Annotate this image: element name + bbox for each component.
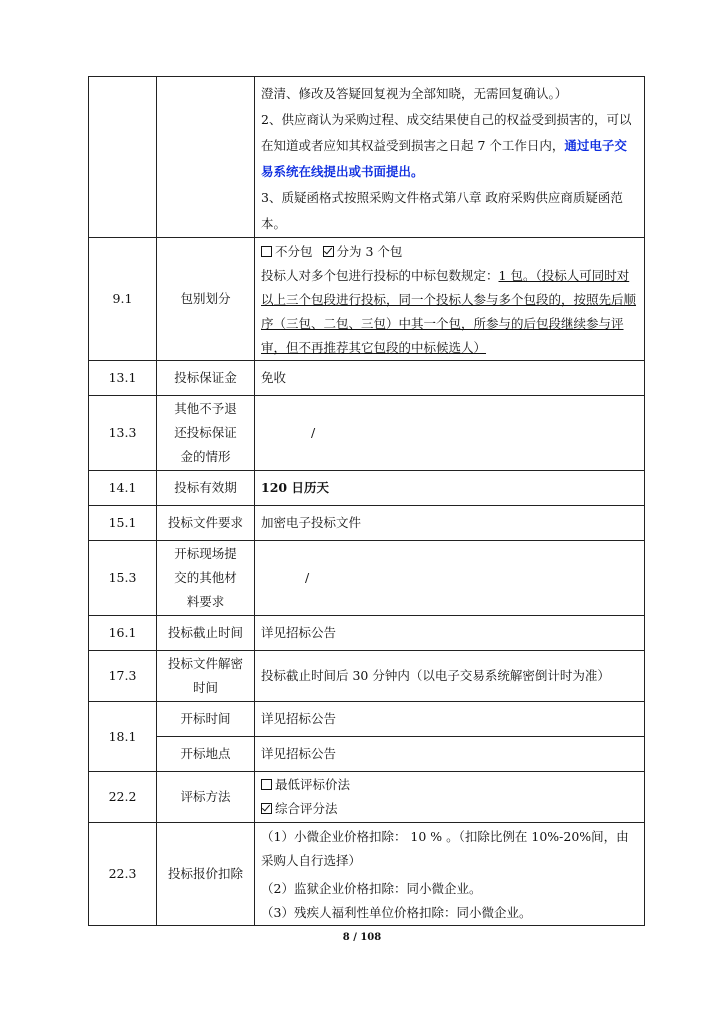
- row-name: 包别划分: [157, 238, 255, 361]
- row-value: 详见招标公告: [255, 616, 645, 651]
- row-name-opening-time: 开标时间: [157, 702, 255, 737]
- option-comprehensive: 综合评分法: [275, 801, 338, 816]
- option-three-lots: 分为 3 个包: [336, 244, 403, 259]
- row-name: 投标文件解密时间: [157, 651, 255, 702]
- table-row-15-3: [89, 541, 645, 616]
- table-row-13-3: [89, 396, 645, 471]
- table-row-17-3: [89, 651, 645, 702]
- row-name: 投标报价扣除: [157, 823, 255, 926]
- price-deduction-content: [255, 823, 645, 926]
- row-value: 120 日历天: [255, 471, 645, 506]
- row-value: /: [305, 570, 310, 585]
- row-number: 14.1: [89, 471, 157, 506]
- row-name: 评标方法: [157, 772, 255, 823]
- row-name: 投标文件要求: [157, 506, 255, 541]
- row-number-cell: [89, 77, 157, 238]
- checkbox-no-lots-icon: [261, 246, 272, 257]
- clarification-line-1: 澄清、修改及答疑回复视为全部知晓，无需回复确认。）: [261, 86, 568, 101]
- clarification-content: [255, 77, 645, 238]
- table-row-22-3: [89, 823, 645, 926]
- row-name: 其他不予退还投标保证金的情形: [157, 396, 255, 471]
- row-number: 13.1: [89, 361, 157, 396]
- row-value: /: [311, 425, 316, 440]
- complaint-method-highlight: 通过电子交易系统在线提出或书面提出。: [261, 138, 627, 179]
- row-number: 13.3: [89, 396, 157, 471]
- row-name-cell: [157, 77, 255, 238]
- table-row-22-2: [89, 772, 645, 823]
- row-name-opening-place: 开标地点: [157, 737, 255, 772]
- row-number: 9.1: [89, 238, 157, 361]
- row-value-opening-time: 详见招标公告: [255, 702, 645, 737]
- row-name: 开标现场提交的其他材料要求: [157, 541, 255, 616]
- table-row-clarification: [89, 77, 645, 238]
- deduction-line-2: （2）监狱企业价格扣除：同小微企业。: [261, 881, 482, 896]
- lot-options: [261, 240, 638, 264]
- row-value-opening-place: 详见招标公告: [255, 737, 645, 772]
- option-lowest-price: 最低评标价法: [275, 777, 351, 792]
- row-name: 投标截止时间: [157, 616, 255, 651]
- row-value: 免收: [255, 361, 645, 396]
- lot-rule-underlined: 1 包。（投标人可同时对以上三个包段进行投标，同一个投标人参与多个包段的，按照先后顺序（三包、二包、三包）中其一个包，所参与的后包段继续参与评审，但不再推荐其它包段的中标候选人）: [261, 268, 637, 355]
- checkbox-lots-checked-icon: [323, 246, 334, 257]
- table-row-14-1: [89, 471, 645, 506]
- row-number: 15.1: [89, 506, 157, 541]
- table-row-18-1-a: [89, 702, 645, 737]
- lot-division-content: [255, 238, 645, 361]
- deduction-line-1: （1）小微企业价格扣除： 10 % 。（扣除比例在 10%-20%间，由采购人自行选择）: [261, 829, 629, 868]
- row-number: 22.2: [89, 772, 157, 823]
- row-name: 投标保证金: [157, 361, 255, 396]
- table-row-18-1-b: [89, 737, 645, 772]
- table-row-16-1: [89, 616, 645, 651]
- row-value: 加密电子投标文件: [255, 506, 645, 541]
- complaint-template-paragraph: 3、质疑函格式按照采购文件格式第八章 政府采购供应商质疑函范本。: [261, 190, 623, 231]
- lot-rule-prefix: 投标人对多个包进行投标的中标包数规定：: [261, 268, 499, 283]
- row-name: 投标有效期: [157, 471, 255, 506]
- row-number: 18.1: [89, 702, 157, 772]
- evaluation-options: [255, 772, 645, 823]
- row-number: 15.3: [89, 541, 157, 616]
- page-number: 8 / 108: [342, 932, 382, 943]
- bid-data-table: [88, 76, 645, 926]
- table-row-13-1: [89, 361, 645, 396]
- option-no-lots: 不分包: [275, 244, 313, 259]
- lot-rule-text: [261, 264, 638, 360]
- checkbox-comprehensive-checked-icon: [261, 803, 272, 814]
- complaint-rule-text: 2、供应商认为采购过程、成交结果使自己的权益受到损害的，可以在知道或者应知其权益受到损害之日起 7 个工作日内，: [261, 112, 632, 153]
- row-number: 16.1: [89, 616, 157, 651]
- row-number: 17.3: [89, 651, 157, 702]
- table-row-9-1: [89, 238, 645, 361]
- checkbox-lowest-price-icon: [261, 779, 272, 790]
- table-row-15-1: [89, 506, 645, 541]
- row-number: 22.3: [89, 823, 157, 926]
- row-value: 投标截止时间后 30 分钟内（以电子交易系统解密倒计时为准）: [255, 651, 645, 702]
- deduction-line-3: （3）残疾人福利性单位价格扣除：同小微企业。: [261, 905, 532, 920]
- complaint-rule-paragraph: [261, 107, 638, 185]
